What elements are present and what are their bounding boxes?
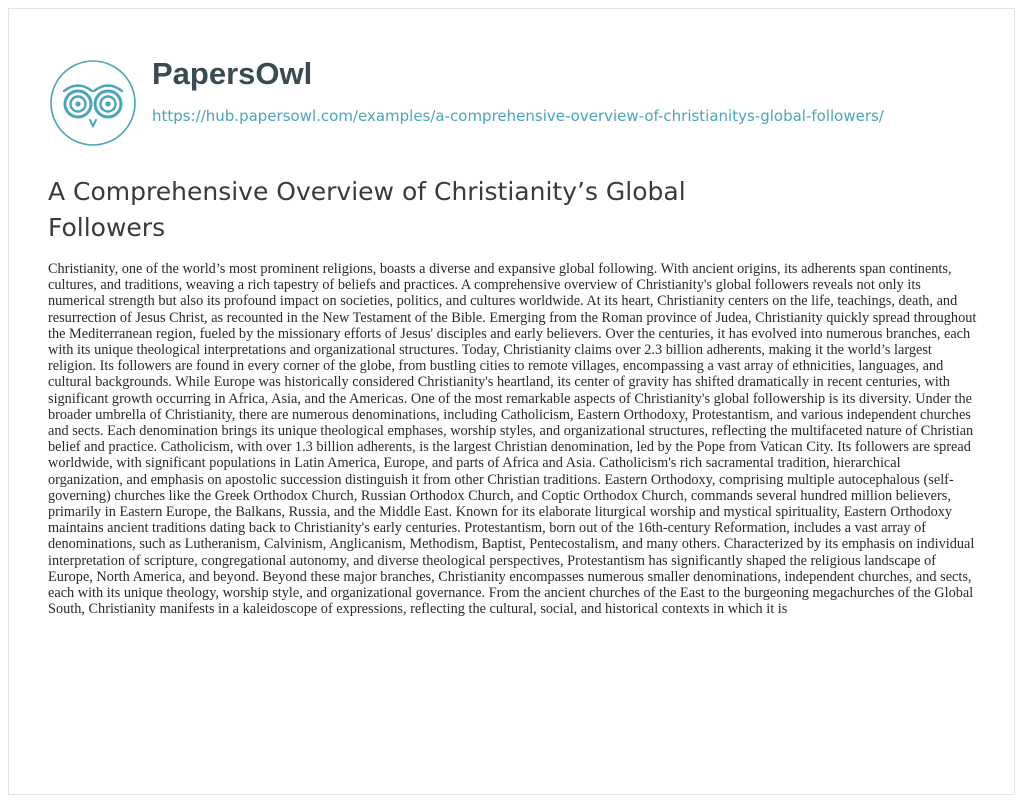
source-url-link[interactable]: https://hub.papersowl.com/examples/a-comprehensive-overview-of-christianitys-global-followers/ xyxy=(152,107,884,125)
header xyxy=(48,54,948,164)
brand-name: PapersOwl xyxy=(152,56,313,91)
essay-body: Christianity, one of the world’s most prominent religions, boasts a diverse and expansive global following. With ancient origins, its adherents span continents, cultures, and traditions, weaving a rich tapestry of beliefs and practices. A comprehensive overview of Christianity's global followers reveals not only its numerical strength but also its profound impact on societies, politics, and cultures worldwide. At its heart, Christianity centers on the life, teachings, death, and resurrection of Jesus Christ, as recounted in the New Testament of the Bible. Emerging from the Roman province of Judea, Christianity quickly spread throughout the Mediterranean region, fueled by the missionary efforts of Jesus' disciples and early believers. Over the centuries, it has evolved into numerous branches, each with its unique theological interpretations and organizational structures. Today, Christianity claims over 2.3 billion adherents, making it the world’s largest religion. Its followers are found in every corner of the globe, from bustling cities to remote villages, encompassing a vast array of ethnicities, languages, and cultural backgrounds. While Europe was historically considered Christianity's heartland, its center of gravity has shifted dramatically in recent centuries, with significant growth occurring in Africa, Asia, and the Americas. One of the most remarkable aspects of Christianity's global followership is its diversity. Under the broader umbrella of Christianity, there are numerous denominations, including Catholicism, Eastern Orthodoxy, Protestantism, and various independent churches and sects. Each denomination brings its unique theological emphases, worship styles, and organizational structures, reflecting the multifaceted nature of Christian belief and practice. Catholicism, with over 1.3 billion adherents, is the largest Christian denomination, led by the Pope from Vatican City. Its followers are spread worldwide, with significant populations in Latin America, Europe, and parts of Africa and Asia. Catholicism's rich sacramental tradition, hierarchical organization, and emphasis on apostolic succession distinguish it from other Christian traditions. Eastern Orthodoxy, comprising multiple autocephalous (self-governing) churches like the Greek Orthodox Church, Russian Orthodox Church, and Coptic Orthodox Church, commands several hundred million believers, primarily in Eastern Europe, the Balkans, Russia, and the Middle East. Known for its elaborate liturgical worship and mystical spirituality, Eastern Orthodoxy maintains ancient traditions dating back to Christianity's early centuries. Protestantism, born out of the 16th-century Reformation, includes a vast array of denominations, such as Lutheranism, Calvinism, Anglicanism, Methodism, Baptist, Pentecostalism, and many others. Characterized by its emphasis on individual interpretation of scripture, congregational autonomy, and diverse theological perspectives, Protestantism has significantly shaped the religious landscape of Europe, North America, and beyond. Beyond these major branches, Christianity encompasses numerous smaller denominations, independent churches, and sects, each with its unique theology, worship style, and organizational governance. From the ancient churches of the East to the burgeoning megachurches of the Global South, Christianity manifests in a kaleidoscope of expressions, reflecting the cultural, social, and historical contexts in which it is xyxy=(48,261,977,618)
owl-eyes-icon xyxy=(48,58,138,148)
essay-title: A Comprehensive Overview of Christianity’s Global Followers xyxy=(48,177,686,242)
